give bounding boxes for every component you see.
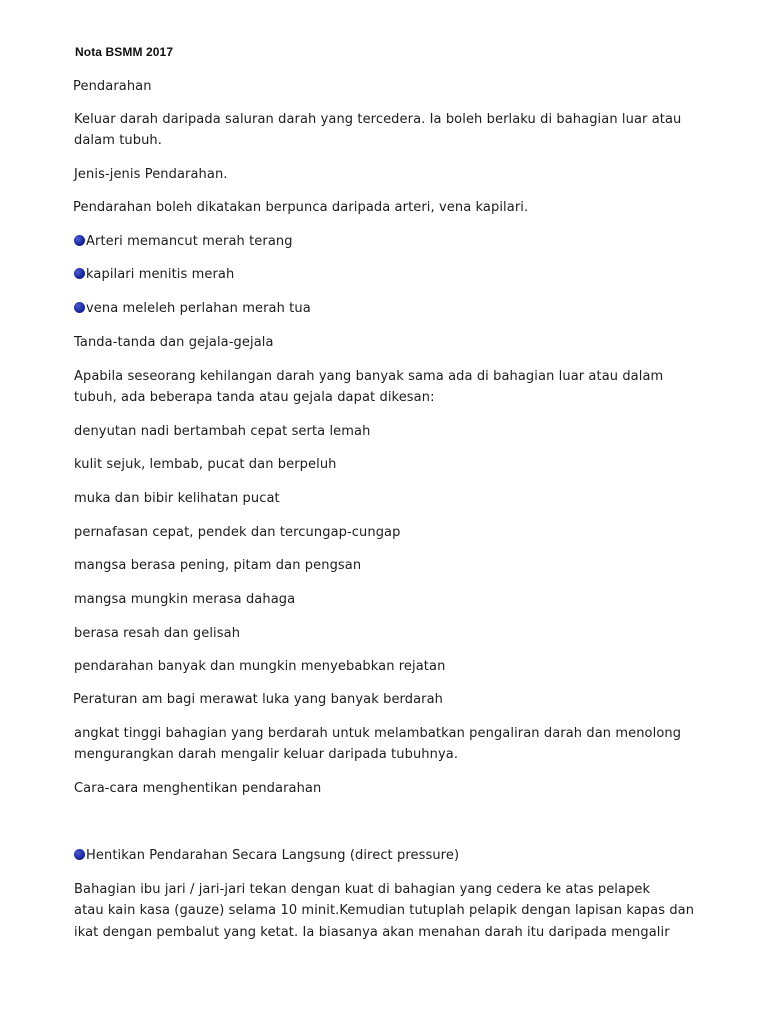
bullet-item-text: Hentikan Pendarahan Secara Langsung (direct pressure) [86,848,460,863]
symptom-item: mangsa mungkin merasa dahaga [74,592,296,607]
bullet-item [74,231,293,252]
symptom-item: muka dan bibir kelihatan pucat [74,491,280,506]
section-title-jenis: Jenis-jenis Pendarahan. [74,167,228,182]
symptom-item: pernafasan cepat, pendek dan tercungap-cungap [74,525,401,540]
document-header: Nota BSMM 2017 [75,45,174,59]
symptom-item: pendarahan banyak dan mungkin menyebabkan rejatan [74,659,446,674]
paragraph-line: Bahagian ibu jari / jari-jari tekan dengan kuat di bahagian yang cedera ke atas pelapek [74,882,651,897]
section-title-peraturan: Peraturan am bagi merawat luka yang banyak berdarah [73,692,444,707]
section-title-tanda: Tanda-tanda dan gejala-gejala [74,335,274,350]
bullet-icon [74,268,85,279]
bullet-item [74,845,459,866]
bullet-item [74,298,311,319]
paragraph-line: atau kain kasa (gauze) selama 10 minit.Kemudian tutuplah pelapik dengan lapisan kapas dan [74,903,695,918]
paragraph-line: dalam tubuh. [74,133,162,148]
paragraph-line: mengurangkan darah mengalir keluar daripada tubuhnya. [74,747,459,762]
paragraph-line: ikat dengan pembalut yang ketat. Ia biasanya akan menahan darah itu daripada mengalir [74,925,670,940]
bullet-icon [74,302,85,313]
bullet-item-text: Arteri memancut merah terang [86,234,293,249]
paragraph-line: Keluar darah daripada saluran darah yang tercedera. Ia boleh berlaku di bahagian luar atau [74,112,682,127]
section-title-cara: Cara-cara menghentikan pendarahan [74,781,322,796]
symptom-item: berasa resah dan gelisah [74,626,241,641]
paragraph-line: Apabila seseorang kehilangan darah yang banyak sama ada di bahagian luar atau dalam [74,369,664,384]
bullet-icon [74,849,85,860]
section-title-pendarahan: Pendarahan [73,79,152,94]
bullet-item-text: kapilari menitis merah [86,267,235,282]
paragraph-line: tubuh, ada beberapa tanda atau gejala dapat dikesan: [74,390,435,405]
paragraph-line: Pendarahan boleh dikatakan berpunca daripada arteri, vena kapilari. [73,200,529,215]
bullet-item-text: vena meleleh perlahan merah tua [86,301,311,316]
bullet-item [74,264,234,285]
symptom-item: denyutan nadi bertambah cepat serta lemah [74,424,371,439]
symptom-item: mangsa berasa pening, pitam dan pengsan [74,558,362,573]
paragraph-line: angkat tinggi bahagian yang berdarah untuk melambatkan pengaliran darah dan menolong [74,726,682,741]
symptom-item: kulit sejuk, lembab, pucat dan berpeluh [74,457,337,472]
bullet-icon [74,235,85,246]
